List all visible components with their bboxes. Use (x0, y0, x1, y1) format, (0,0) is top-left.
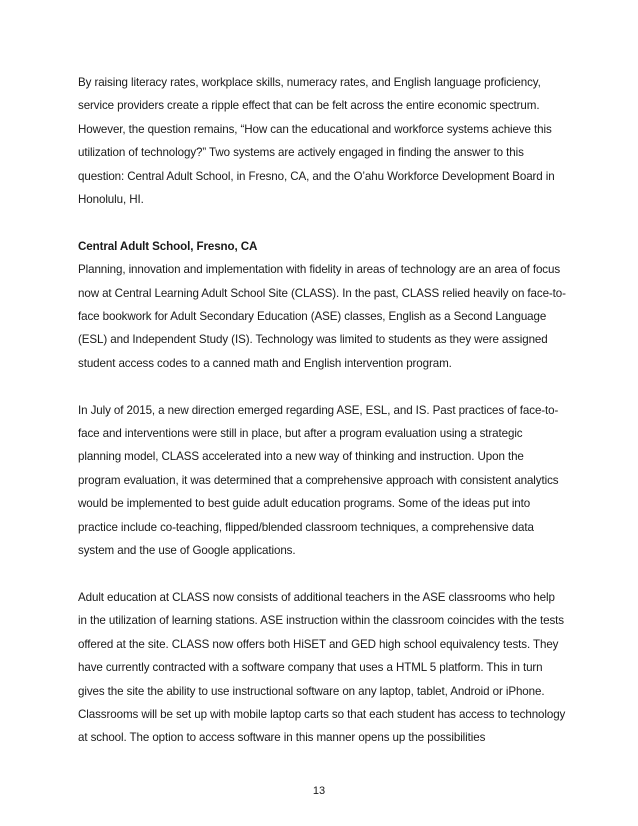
paragraph-adult-education: Adult education at CLASS now consists of additional teachers in the ASE classrooms who help in the utilization of learning stations. ASE instruction within the classroom coincides with the tests offered at the site. CLASS now offers both HiSET and GED high school equivalency tests. They have currently contracted with a software company that uses a HTML 5 platform. This in turn gives the site the ability to use instructional software on any laptop, tablet, Android or iPhone. Classrooms will be set up with mobile laptop carts so that each student has access to technology at school. The option to access software in this manner opens up the possibilities (78, 590, 566, 745)
paragraph-planning: Planning, innovation and implementation with fidelity in areas of technology are an area of focus now at Central Learning Adult School Site (CLASS). In the past, CLASS relied heavily on face-to-face bookwork for Adult Secondary Education (ASE) classes, English as a Second Language (ESL) and Independent Study (IS). Technology was limited to students as they were assigned student access codes to a canned math and English intervention program. (78, 263, 566, 370)
page-number: 13 (312, 785, 326, 797)
document-body (78, 71, 566, 750)
paragraph-spacer (78, 211, 566, 234)
paragraph-spacer (78, 375, 566, 398)
paragraph-new-direction: In July of 2015, a new direction emerged regarding ASE, ESL, and IS. Past practices of face-to-face and interventions were still in place, but after a program evaluation using a strategic planning model, CLASS accelerated into a new way of thinking and instruction. Upon the program evaluation, it was determined that a comprehensive approach with consistent analytics would be implemented to best guide adult education programs. Some of the ideas put into practice include co-teaching, flipped/blended classroom techniques, a comprehensive data system and the use of Google applications. (78, 403, 559, 558)
section-heading: Central Adult School, Fresno, CA (78, 239, 258, 253)
paragraph-spacer (78, 563, 566, 586)
paragraph-intro: By raising literacy rates, workplace skills, numeracy rates, and English language proficiency, service providers create a ripple effect that can be felt across the entire economic spectrum. However, the question remains, “How can the educational and workforce systems achieve this utilization of technology?” Two systems are actively engaged in finding the answer to this question: Central Adult School, in Fresno, CA, and the O’ahu Workforce Development Board in Honolulu, HI. (78, 76, 555, 207)
